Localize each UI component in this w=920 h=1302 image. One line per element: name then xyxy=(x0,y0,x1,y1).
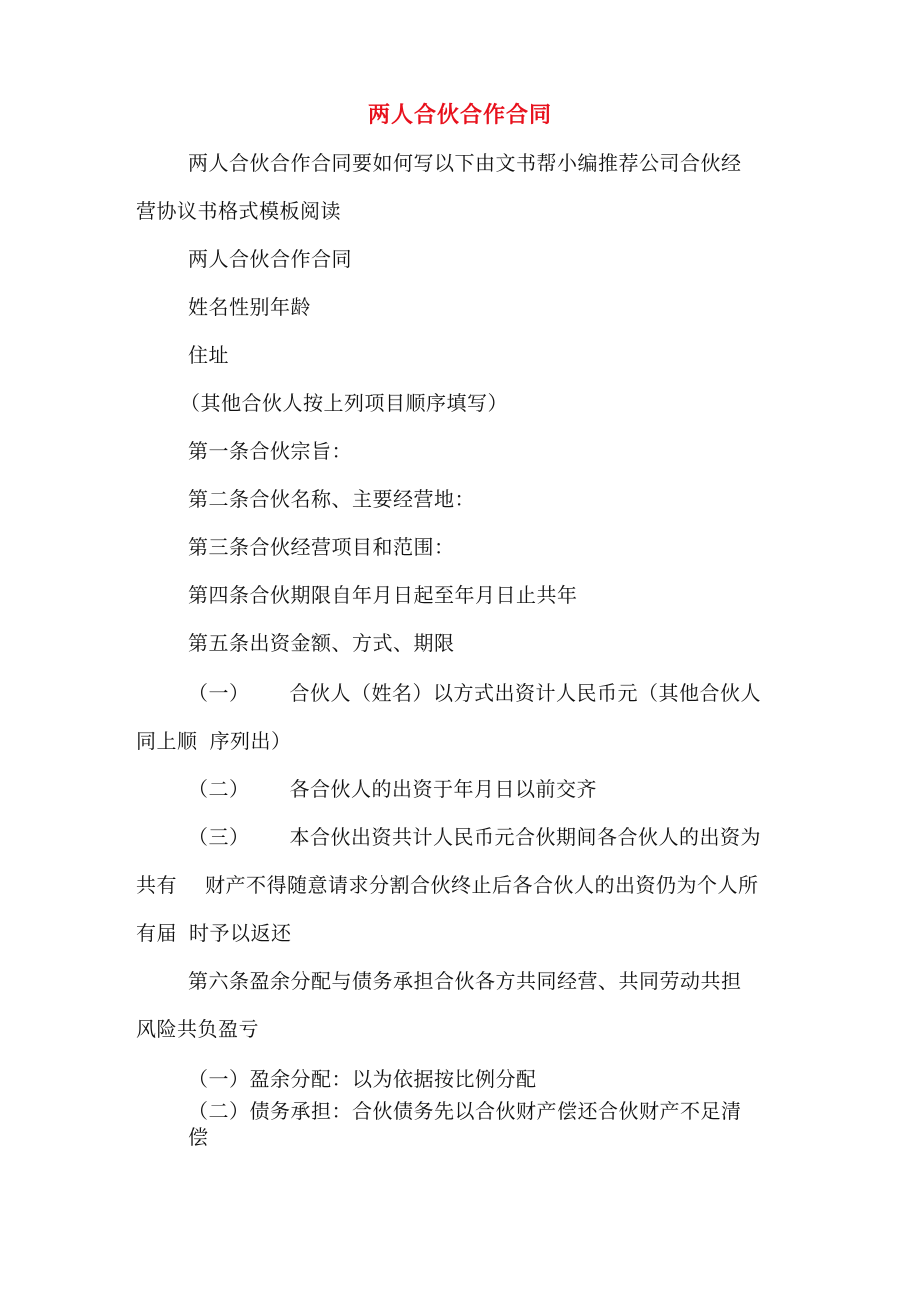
item-text: 合伙人（姓名）以方式出资计人民币元（其他合伙人 xyxy=(289,681,761,705)
field-name-gender-age: 姓名性别年龄 xyxy=(188,295,311,319)
article-6-item-1: （一）盈余分配：以为依据按比例分配 xyxy=(188,1067,537,1091)
item-text: 各合伙人的出资于年月日以前交齐 xyxy=(289,777,597,801)
item-text: 本合伙出资共计人民币元合伙期间各合伙人的出资为 xyxy=(289,825,761,849)
item-number: （二） xyxy=(188,777,250,801)
article-6-line-2: 风险共负盈亏 xyxy=(136,1017,259,1041)
field-address: 住址 xyxy=(188,343,229,367)
article-6-item-2: （二）债务承担：合伙债务先以合伙财产偿还合伙财产不足清 xyxy=(188,1099,742,1123)
item-text-part: 有届 xyxy=(136,921,177,945)
article-1: 第一条合伙宗旨： xyxy=(188,439,352,463)
article-5-item-3-continued-1 xyxy=(136,872,759,898)
item-text-part: 财产不得随意请求分割合伙终止后各合伙人的出资仍为个人所 xyxy=(205,873,759,897)
article-5-item-1 xyxy=(188,680,761,706)
item-text-part: 时予以返还 xyxy=(189,921,292,945)
intro-line-1: 两人合伙合作合同要如何写以下由文书帮小编推荐公司合伙经 xyxy=(188,151,742,175)
article-5-item-1-continued xyxy=(136,728,292,754)
item-number: （三） xyxy=(188,825,250,849)
contract-heading: 两人合伙合作合同 xyxy=(188,247,352,271)
item-number: （一） xyxy=(188,681,250,705)
article-5: 第五条出资金额、方式、期限 xyxy=(188,631,455,655)
article-6-line-1: 第六条盈余分配与债务承担合伙各方共同经营、共同劳动共担 xyxy=(188,969,742,993)
article-5-item-2 xyxy=(188,776,597,802)
article-5-item-3-continued-2 xyxy=(136,920,292,946)
article-6-item-2-continued: 偿 xyxy=(188,1125,209,1149)
article-3: 第三条合伙经营项目和范围： xyxy=(188,535,455,559)
article-4: 第四条合伙期限自年月日起至年月日止共年 xyxy=(188,583,578,607)
item-text-part: 序列出） xyxy=(209,729,292,753)
intro-line-2: 营协议书格式模板阅读 xyxy=(136,199,341,223)
item-text-part: 共有 xyxy=(136,873,177,897)
item-text-part: 同上顺 xyxy=(136,729,198,753)
note-other-partners: （其他合伙人按上列项目顺序填写） xyxy=(180,391,508,415)
article-5-item-3 xyxy=(188,824,761,850)
document-title: 两人合伙合作合同 xyxy=(367,102,552,128)
article-2: 第二条合伙名称、主要经营地： xyxy=(188,487,475,511)
